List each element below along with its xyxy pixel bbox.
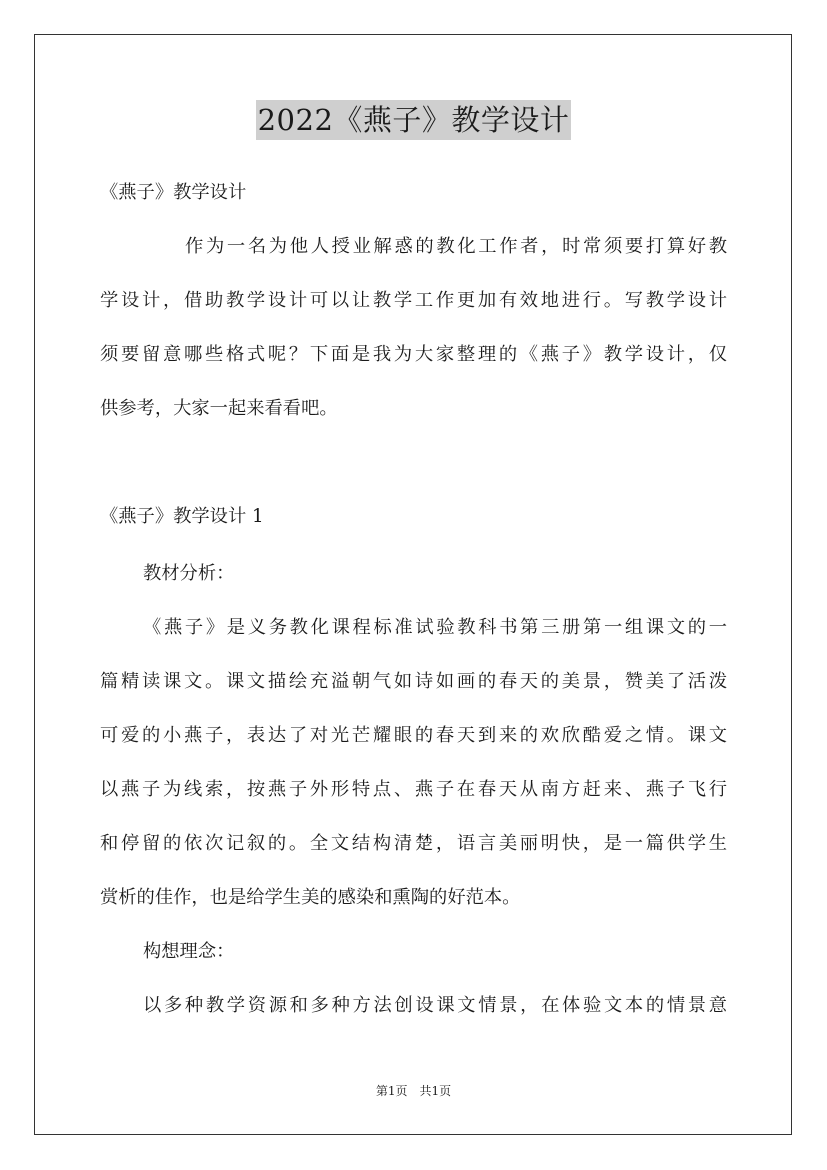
body-text-line: 构想理念： (143, 941, 235, 962)
title-container (0, 100, 827, 140)
body-text-line: 和停留的依次记叙的。全文结构清楚，语言美丽明快，是一篇供学生 (100, 833, 727, 854)
body-text-line: 篇精读课文。课文描绘充溢朝气如诗如画的春天的美景，赞美了活泼 (100, 671, 727, 692)
page-footer: 第1页 共1页 (375, 1084, 452, 1098)
document-title: 2022《燕子》教学设计 (256, 100, 572, 140)
body-text-line: 须要留意哪些格式呢？下面是我为大家整理的《燕子》教学设计，仅 (100, 344, 727, 365)
body-text-line: 供参考，大家一起来看看吧。 (100, 398, 338, 419)
body-text-line: 以多种教学资源和多种方法创设课文情景，在体验文本的情景意 (143, 995, 727, 1016)
body-text-line: 可爱的小燕子，表达了对光芒耀眼的春天到来的欢欣酷爱之情。课文 (100, 725, 727, 746)
body-text-line: 赏析的佳作，也是给学生美的感染和熏陶的好范本。 (100, 887, 521, 908)
body-text-line: 《燕子》教学设计 1 (100, 506, 264, 527)
body-text-line: 教材分析： (143, 563, 235, 584)
body-text-line: 作为一名为他人授业解惑的教化工作者，时常须要打算好教 (185, 236, 727, 257)
body-text-line: 学设计，借助教学设计可以让教学工作更加有效地进行。写教学设计 (100, 290, 727, 311)
body-text-line: 《燕子》是义务教化课程标准试验教科书第三册第一组课文的一 (143, 617, 727, 638)
body-text-line: 《燕子》教学设计 (100, 182, 247, 203)
body-text-line: 以燕子为线索，按燕子外形特点、燕子在春天从南方赶来、燕子飞行 (100, 779, 727, 800)
